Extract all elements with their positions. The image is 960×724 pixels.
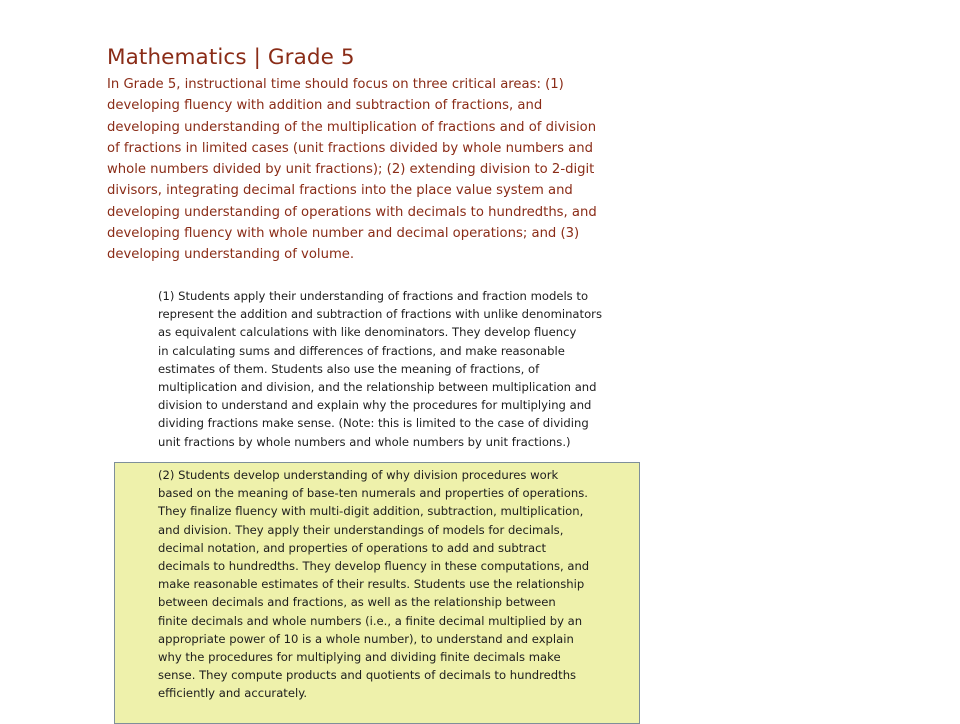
paragraph-line: why the procedures for multiplying and dividing finite decimals make (158, 650, 561, 665)
paragraph-line: decimal notation, and properties of operations to add and subtract (158, 540, 547, 555)
paragraph-line: They finalize fluency with multi-digit addition, subtraction, multiplication, (158, 504, 584, 519)
page-title: Mathematics | Grade 5 (107, 45, 355, 70)
paragraph-line: appropriate power of 10 is a whole number), to understand and explain (158, 631, 574, 646)
critical-area-1-paragraph (158, 287, 638, 451)
paragraph-line: dividing fractions make sense. (Note: this is limited to the case of dividing (158, 416, 589, 431)
intro-line: whole numbers divided by unit fractions); (2) extending division to 2-digit (107, 162, 595, 178)
paragraph-line: between decimals and fractions, as well as the relationship between (158, 595, 556, 610)
paragraph-line: (1) Students apply their understanding of fractions and fraction models to (158, 289, 589, 303)
paragraph-line: (2) Students develop understanding of why division procedures work (158, 468, 559, 482)
paragraph-line: multiplication and division, and the relationship between multiplication and (158, 380, 597, 395)
paragraph-line: as equivalent calculations with like denominators. They develop fluency (158, 325, 577, 340)
paragraph-line: decimals to hundredths. They develop fluency in these computations, and (158, 559, 590, 574)
paragraph-line: represent the addition and subtraction of fractions with unlike denominators (158, 307, 602, 322)
intro-line: of fractions in limited cases (unit fractions divided by whole numbers and (107, 140, 593, 156)
intro-line: developing fluency with whole number and decimal operations; and (3) (107, 226, 580, 242)
paragraph-line: and division. They apply their understandings of models for decimals, (158, 522, 564, 537)
paragraph-line: finite decimals and whole numbers (i.e., a finite decimal multiplied by an (158, 613, 583, 628)
paragraph-line: unit fractions by whole numbers and whole numbers by unit fractions.) (158, 434, 571, 449)
intro-line: developing understanding of the multiplication of fractions and of division (107, 119, 597, 135)
intro-line: developing understanding of operations with decimals to hundredths, and (107, 204, 597, 220)
intro-line: developing fluency with addition and subtraction of fractions, and (107, 98, 543, 114)
paragraph-line: division to understand and explain why the procedures for multiplying and (158, 398, 592, 413)
paragraph-line: estimates of them. Students also use the meaning of fractions, of (158, 361, 540, 376)
paragraph-line: sense. They compute products and quotients of decimals to hundredths (158, 668, 577, 683)
paragraph-line: efficiently and accurately. (158, 686, 308, 701)
intro-line: In Grade 5, instructional time should focus on three critical areas: (1) (107, 77, 564, 92)
intro-line: divisors, integrating decimal fractions into the place value system and (107, 183, 573, 199)
paragraph-line: based on the meaning of base-ten numerals and properties of operations. (158, 486, 588, 501)
critical-area-2-paragraph (158, 466, 638, 703)
intro-line: developing understanding of volume. (107, 247, 355, 263)
paragraph-line: in calculating sums and differences of fractions, and make reasonable (158, 343, 565, 358)
intro-paragraph (107, 74, 647, 266)
paragraph-line: make reasonable estimates of their results. Students use the relationship (158, 577, 585, 592)
